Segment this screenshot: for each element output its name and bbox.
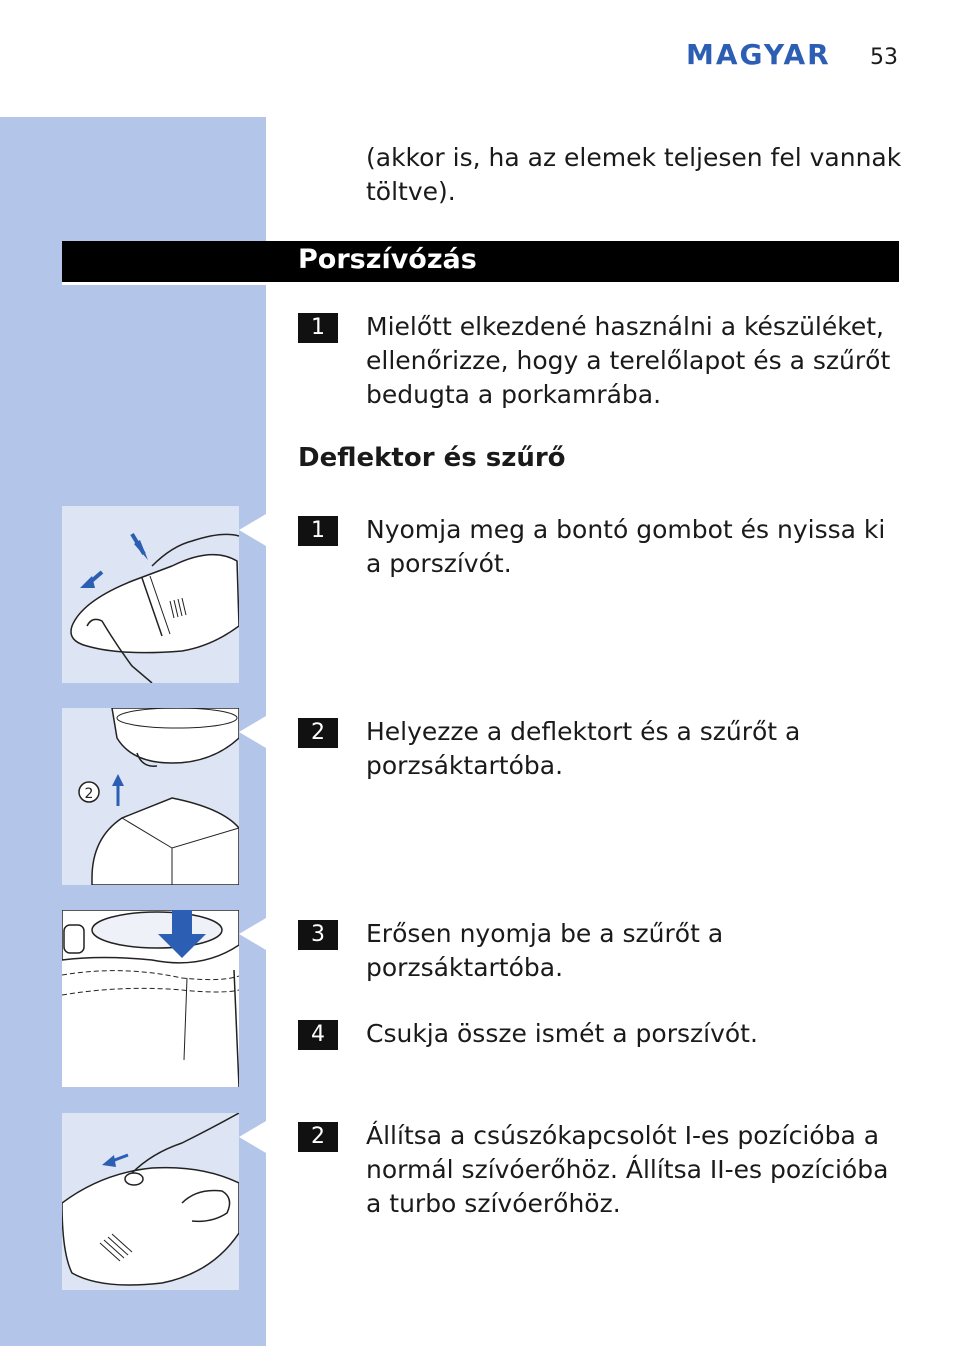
intro-paragraph: (akkor is, ha az elemek teljesen fel vannak töltve). — [366, 143, 902, 206]
illustration-pointer — [239, 716, 266, 748]
step-text: Nyomja meg a bontó gombot és nyissa ki a porszívót. — [366, 515, 886, 578]
subsection-title: Deflektor és szűrő — [298, 443, 566, 473]
step-number-badge: 3 — [298, 920, 338, 950]
illustration-pointer — [239, 514, 266, 546]
illustration-pointer — [239, 918, 266, 950]
step-number-badge: 2 — [298, 718, 338, 748]
callout-number: 2 — [84, 786, 94, 802]
slide-switch-illustration — [62, 1113, 239, 1290]
step-text: Állítsa a csúszókapcsolót I-es pozícióba a normál szívóerőhöz. Állítsa II-es pozícióba a turbo szívóerőhöz. — [366, 1121, 889, 1218]
step-number-badge: 1 — [298, 516, 338, 546]
step-number-badge: 2 — [298, 1122, 338, 1152]
language-label: MAGYAR — [686, 38, 831, 71]
open-vacuum-illustration — [62, 506, 239, 683]
section-header-bar — [62, 241, 899, 282]
illustration-pointer — [239, 1121, 266, 1153]
insert-deflector-illustration — [62, 708, 239, 885]
step-text: Helyezze a deflektort és a szűrőt a porzsáktartóba. — [366, 717, 801, 780]
page-number: 53 — [870, 45, 898, 70]
press-filter-illustration — [62, 910, 239, 1087]
step-number-badge: 1 — [298, 313, 338, 343]
section-title: Porszívózás — [298, 244, 477, 275]
section-bar-divider — [62, 282, 266, 285]
step-text: Mielőtt elkezdené használni a készüléket, ellenőrizze, hogy a terelőlapot és a szűrőt bedugta a porkamrába. — [366, 312, 891, 409]
step-number-badge: 4 — [298, 1020, 338, 1050]
step-text: Erősen nyomja be a szűrőt a porzsáktartóba. — [366, 919, 724, 982]
step-text: Csukja össze ismét a porszívót. — [366, 1019, 758, 1048]
